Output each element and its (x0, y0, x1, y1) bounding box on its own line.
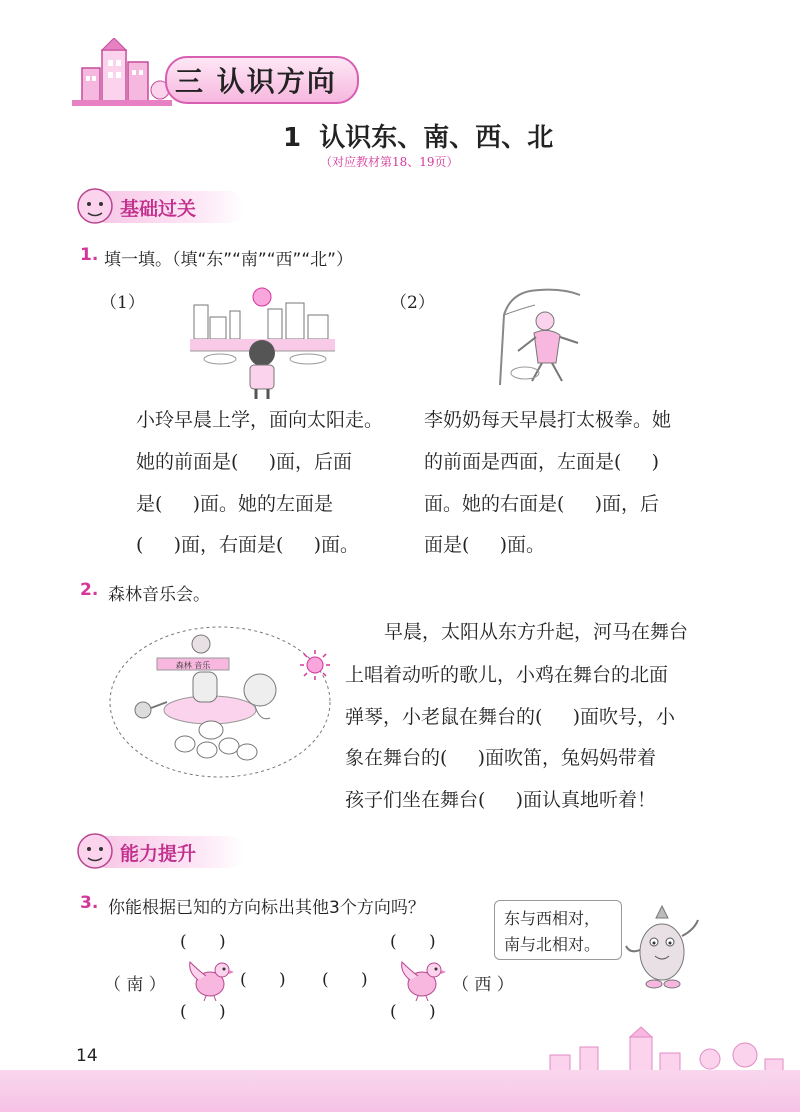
q1-part2-label: （2） (390, 293, 435, 313)
compass2-left-blank[interactable]: ( ) (322, 970, 368, 990)
compass1-bottom-blank[interactable]: ( ) (180, 1002, 226, 1022)
compass1-right-blank[interactable]: ( ) (240, 970, 286, 990)
hint-line-1: 东与西相对， (504, 909, 601, 928)
grandma-tai-chi-illustration (490, 285, 585, 390)
bird-icon (184, 954, 236, 1002)
q3-prompt: 你能根据已知的方向标出其他3个方向吗？ (108, 898, 425, 918)
q1-number: 1. (80, 245, 99, 265)
q1-part2-line-3: 面。她的右面是( )面，后 (424, 493, 660, 515)
q1-part1-line-3: 是( )面。她的左面是 (136, 493, 334, 515)
sun-icon (298, 648, 332, 682)
q2-line-2: 上唱着动听的歌儿，小鸡在舞台的北面 (345, 664, 669, 686)
page-number: 14 (76, 1046, 98, 1066)
textbook-reference: （对应教材第18、19页） (320, 155, 459, 169)
q1-part1-label: （1） (100, 293, 145, 313)
q1-part2-line-2: 的前面是西面，左面是( ) (424, 451, 660, 473)
q2-line-3: 弹琴，小老鼠在舞台的( )面吹号，小 (345, 706, 676, 728)
q2-number: 2. (80, 580, 99, 600)
mascot-face-icon (76, 831, 114, 871)
bird-icon (396, 954, 448, 1002)
q1-part1-line-1: 小玲早晨上学，面向太阳走。 (136, 409, 384, 431)
compass2-right-known: （ 西 ） (452, 975, 514, 995)
mascot-face-icon (76, 186, 114, 226)
compass1-top-blank[interactable]: ( ) (180, 932, 226, 952)
q1-part1-line-4: ( )面，右面是( )面。 (136, 534, 360, 556)
lesson-title: 1 认识东、南、西、北 (283, 123, 554, 153)
section-ability-label: 能力提升 (120, 843, 197, 865)
stage-sign-text: 森林 音乐 (175, 661, 211, 670)
compass1-left-known: （ 南 ） (104, 975, 166, 995)
q1-part2-line-1: 李奶奶每天早晨打太极拳。她 (424, 409, 672, 431)
q2-line-4: 象在舞台的( )面吹笛，兔妈妈带着 (345, 747, 657, 769)
eggplant-mascot-illustration (622, 900, 704, 990)
girl-walking-to-sun-illustration (190, 285, 335, 400)
q2-line-5: 孩子们坐在舞台( )面认真地听着！ (345, 789, 657, 811)
chapter-castle-illustration (72, 38, 172, 108)
compass2-top-blank[interactable]: ( ) (390, 932, 436, 952)
q2-line-1: 早晨，太阳从东方升起，河马在舞台 (384, 621, 689, 643)
q2-prompt: 森林音乐会。 (108, 585, 210, 605)
footer-town-illustration (540, 1025, 790, 1075)
footer-band (0, 1070, 800, 1112)
q1-part1-line-2: 她的前面是( )面，后面 (136, 451, 353, 473)
compass2-bottom-blank[interactable]: ( ) (390, 1002, 436, 1022)
q1-prompt: 填一填。（填“东”“南”“西”“北”） (104, 250, 353, 270)
q3-number: 3. (80, 893, 99, 913)
hint-line-2: 南与北相对。 (504, 935, 601, 954)
section-basic-label: 基础过关 (120, 198, 197, 220)
chapter-title: 三 认识方向 (175, 65, 337, 98)
forest-concert-stage-illustration (105, 622, 335, 782)
q1-part2-line-4: 面是( )面。 (424, 534, 546, 556)
